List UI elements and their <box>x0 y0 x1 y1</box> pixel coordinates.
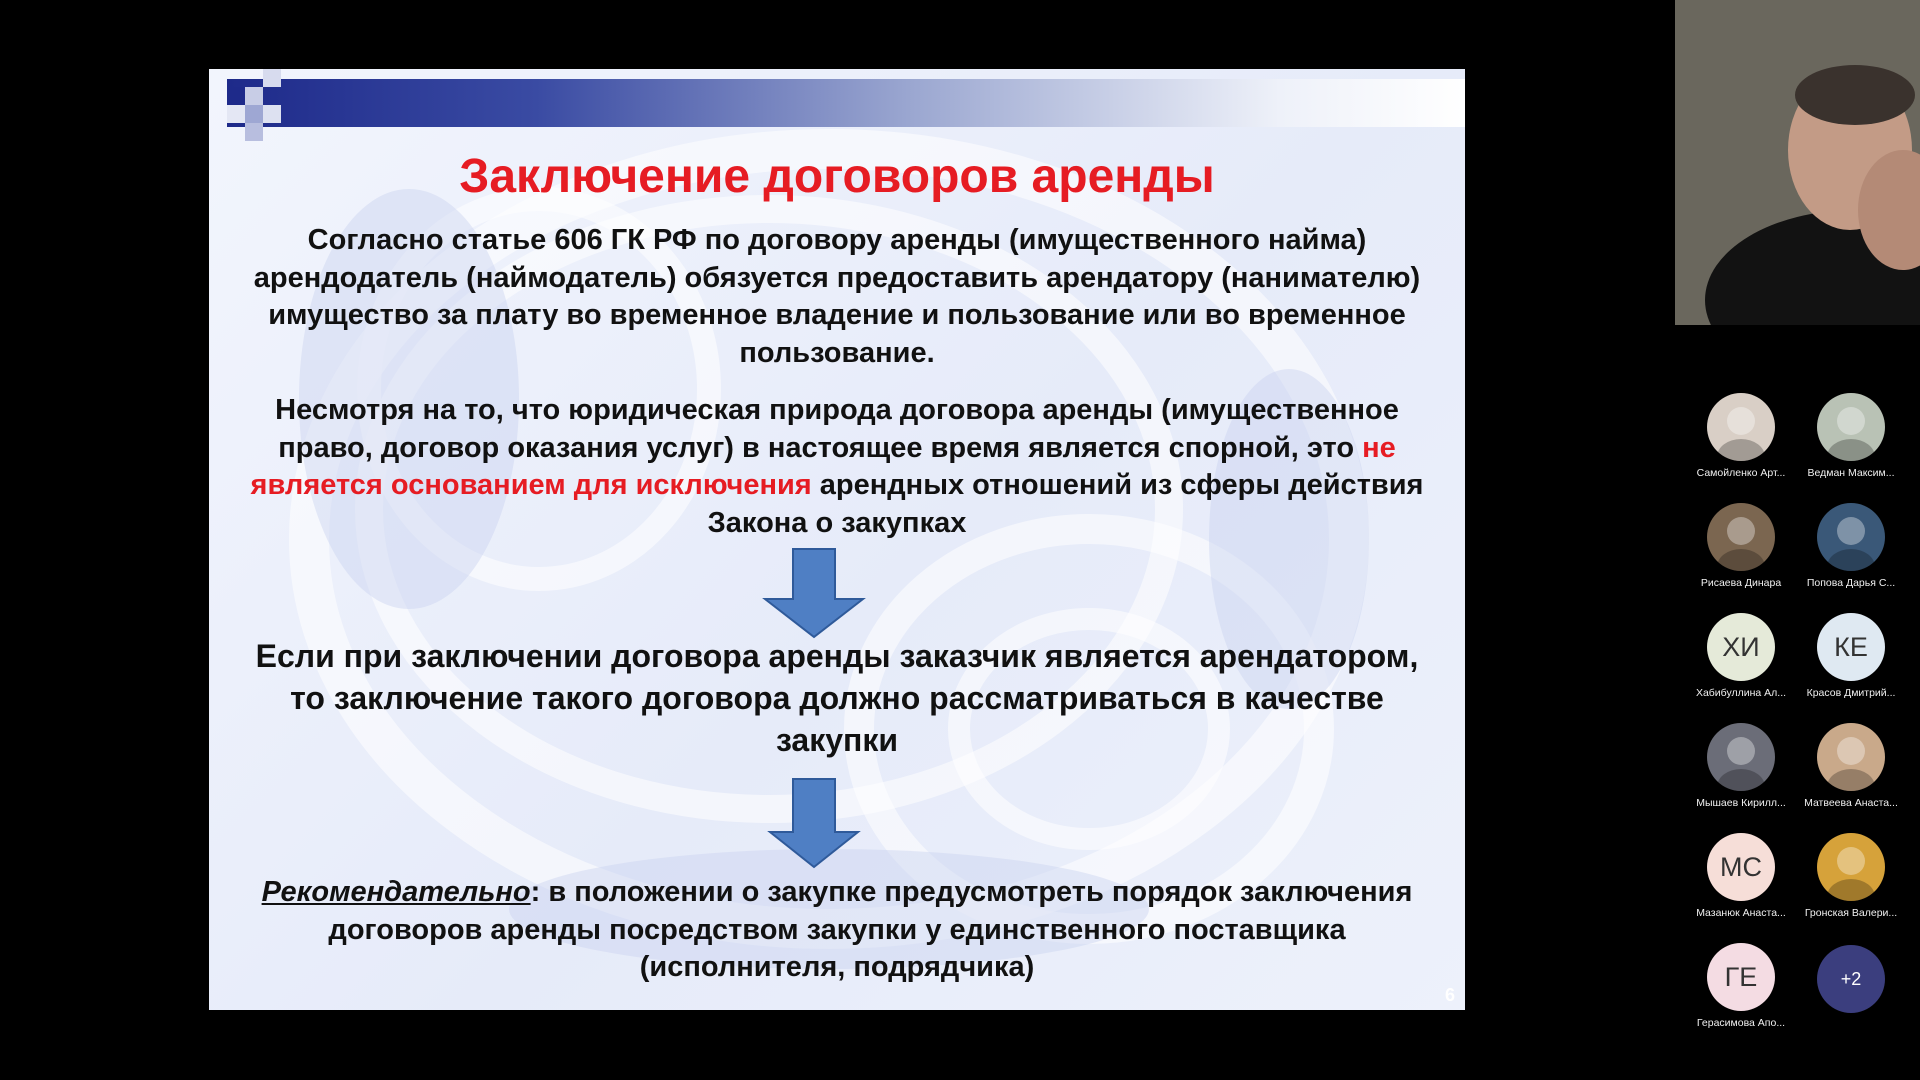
down-arrow-icon <box>767 777 861 869</box>
participant-name: Гронская Валери... <box>1804 907 1898 919</box>
participant-avatar <box>1817 833 1885 901</box>
participant-name: Мазанюк Анаста... <box>1696 907 1786 919</box>
participant-name: Ведман Максим... <box>1807 467 1895 479</box>
legal-nature-text-start: Несмотря на то, что юридическая природа договора аренды (имущественное право, договор оказания услуг) в настоящее время является спорной, это <box>275 394 1399 464</box>
participant-tile[interactable] <box>1686 833 1796 923</box>
participant-photo <box>1707 503 1775 571</box>
participant-photo <box>1817 833 1885 901</box>
speaker-video[interactable] <box>1675 0 1920 325</box>
participant-name: Красов Дмитрий... <box>1806 687 1896 699</box>
legal-nature-highlight: не является основанием для исключения <box>250 431 1396 501</box>
participant-name: Матвеева Анаста... <box>1804 797 1898 809</box>
legal-nature-text-end: арендных отношений из сферы действия Закона о закупках <box>707 469 1424 539</box>
participant-name: Мышаев Кирилл... <box>1696 797 1786 809</box>
participant-name: Хабибуллина Ал... <box>1695 687 1787 699</box>
participant-avatar: МС <box>1707 833 1775 901</box>
participant-tile[interactable] <box>1796 723 1906 813</box>
recommendation-label: Рекомендательно <box>261 876 531 908</box>
definition-paragraph: Согласно статье 606 ГК РФ по договору аренды (имущественного найма) арендодатель (наймодатель) обязуется предоставить арендатору (нанимателю) имущество за плату во временное владение и пользование или во временное пользование. <box>253 224 1421 369</box>
participant-avatar: ГЕ <box>1707 943 1775 1011</box>
participant-avatar <box>1707 503 1775 571</box>
participant-avatar <box>1707 723 1775 791</box>
participant-tile[interactable] <box>1686 943 1796 1033</box>
participant-tile[interactable] <box>1686 503 1796 593</box>
participant-avatar <box>1817 723 1885 791</box>
participant-avatar: КЕ <box>1817 613 1885 681</box>
participant-avatar <box>1817 393 1885 461</box>
presentation-slide <box>209 69 1465 1010</box>
participant-tile[interactable] <box>1796 503 1906 593</box>
legal-nature-paragraph <box>249 392 1425 542</box>
participant-avatar <box>1707 393 1775 461</box>
participant-name: Герасимова Апо... <box>1696 1017 1786 1029</box>
participant-photo <box>1817 503 1885 571</box>
participant-name: Рисаева Динара <box>1700 577 1782 589</box>
slide-corner-decoration <box>209 69 319 149</box>
recommendation-paragraph <box>249 874 1425 987</box>
participant-tile[interactable] <box>1686 393 1796 483</box>
participant-tile[interactable] <box>1796 393 1906 483</box>
participant-avatar <box>1817 503 1885 571</box>
participant-tile[interactable] <box>1686 723 1796 813</box>
conclusion-paragraph: Если при заключении договора аренды заказчик является арендатором, то заключение такого договора должно рассматриваться в качестве закупки <box>255 638 1419 758</box>
slide-page-number: 6 <box>1444 985 1455 1005</box>
participant-photo <box>1817 723 1885 791</box>
participant-photo <box>1707 393 1775 461</box>
down-arrow-icon <box>762 547 866 639</box>
participant-name: Попова Дарья С... <box>1806 577 1896 589</box>
participant-tile[interactable] <box>1796 613 1906 703</box>
slide-header-bar <box>227 79 1465 127</box>
more-participants-button[interactable]: +2 <box>1817 945 1885 1013</box>
participant-photo <box>1817 393 1885 461</box>
speaker-video-frame <box>1675 0 1920 325</box>
participant-tile[interactable] <box>1796 833 1906 923</box>
participant-tile[interactable] <box>1686 613 1796 703</box>
participant-photo <box>1707 723 1775 791</box>
recommendation-text: : в положении о закупке предусмотреть порядок заключения договоров аренды посредством закупки у единственного поставщика (исполнителя, подрядчика) <box>328 876 1413 983</box>
slide-title: Заключение договоров аренды <box>459 150 1215 203</box>
participant-name: Самойленко Арт... <box>1696 467 1786 479</box>
participant-avatar: ХИ <box>1707 613 1775 681</box>
